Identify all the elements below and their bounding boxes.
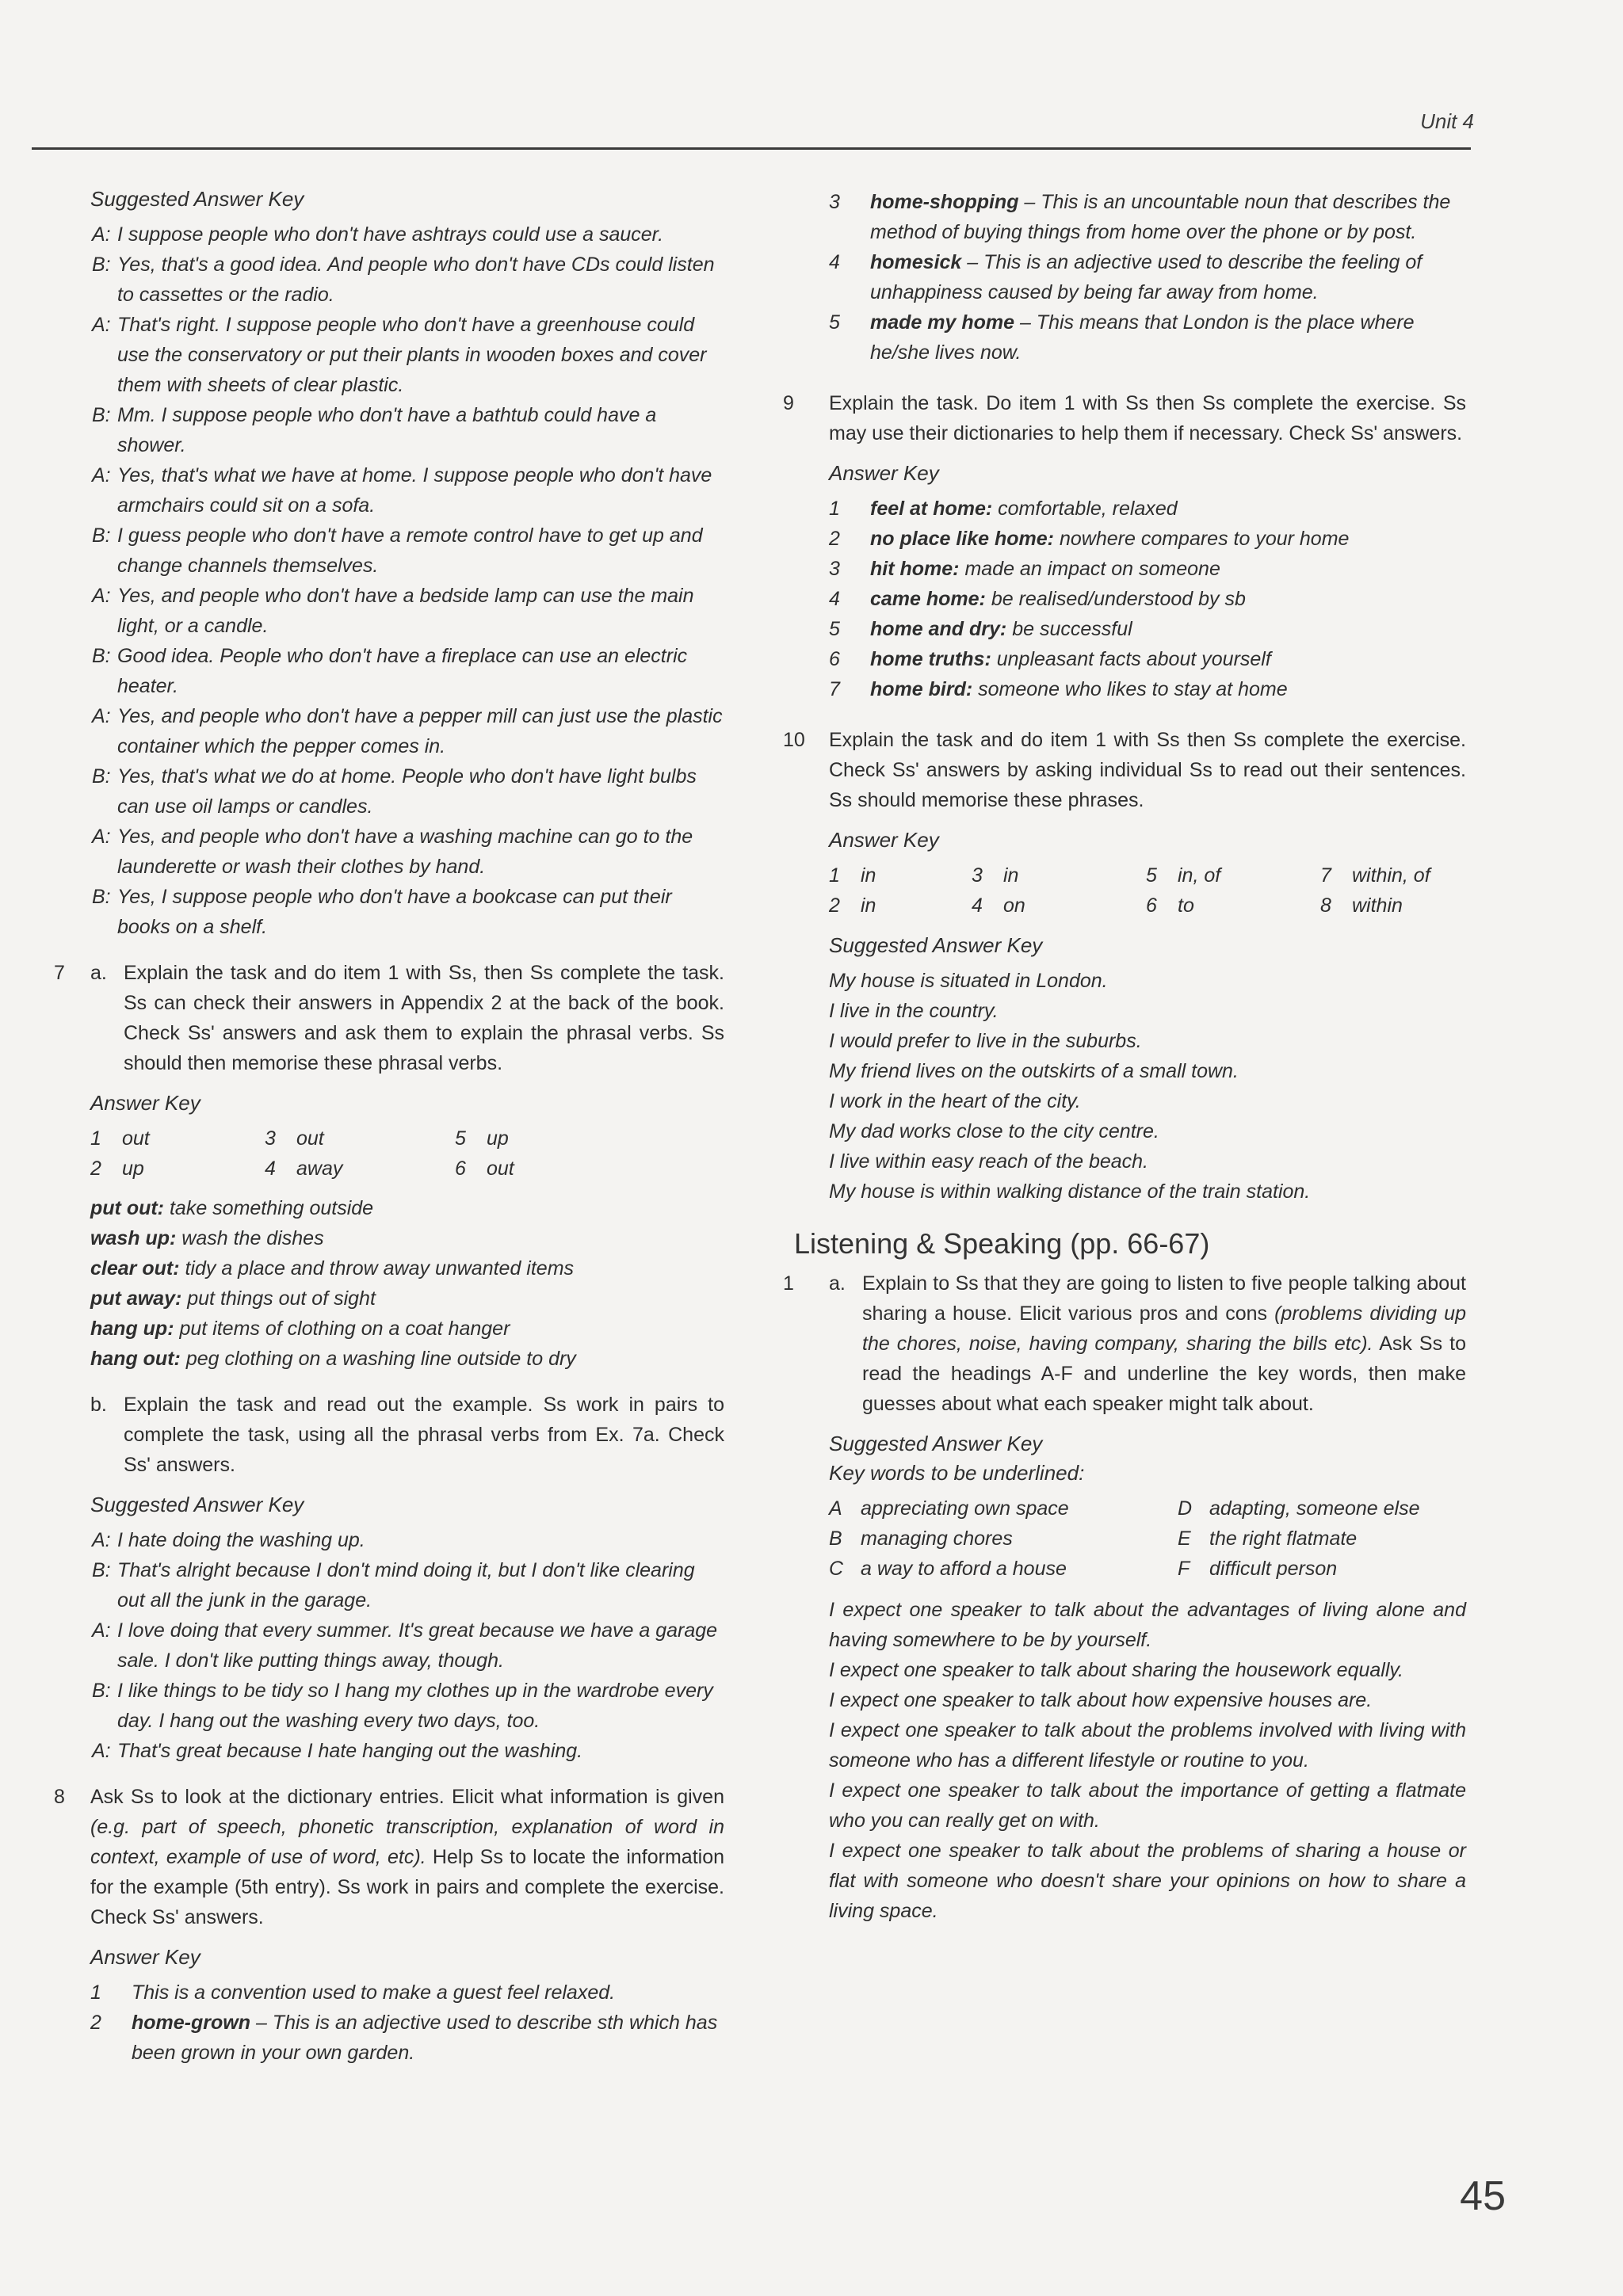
dialogue-text: Yes, and people who don't have a bedside lamp can use the main light, or a candle.: [117, 585, 694, 637]
left-column: [54, 187, 724, 2068]
answer-item: [829, 584, 1466, 614]
suggested-answer-key-title: Suggested Answer Key: [90, 187, 304, 211]
item-text: [870, 584, 1466, 614]
answer-key-list: [829, 494, 1466, 704]
dialogue-text: I love doing that every summer. It's great because we have a garage sale. I don't like putting things away, though.: [117, 1619, 718, 1672]
item-term: home-shopping: [870, 191, 1019, 213]
answer-value: up: [487, 1127, 509, 1150]
item-term: home bird:: [870, 678, 973, 700]
answer-number: 6: [1146, 894, 1157, 917]
dialogue-text: I hate doing the washing up.: [117, 1529, 365, 1551]
answer-number: 5: [1146, 864, 1157, 887]
exercise-7b: [54, 1390, 724, 1480]
dialogue-line: [54, 521, 724, 581]
header-rule: [32, 147, 1471, 150]
item-definition: – This is an adjective used to describe the feeling of unhappiness caused by being far away from home.: [870, 251, 1423, 303]
item-text: [870, 494, 1466, 524]
dialogue-line: [54, 882, 724, 942]
exercise-number: 9: [783, 392, 794, 414]
keyword-letter: B: [829, 1527, 842, 1550]
answer-number: 5: [455, 1127, 466, 1150]
answer-value: in: [861, 864, 876, 887]
answer-value: within, of: [1352, 864, 1430, 887]
definition-item: [90, 1193, 724, 1223]
item-number: 2: [829, 528, 840, 550]
item-number: 5: [829, 311, 840, 334]
answer-item: [829, 307, 1466, 368]
answer-value: up: [122, 1158, 144, 1180]
item-text: [870, 554, 1466, 584]
item-number: 1: [90, 1981, 101, 2004]
dialogue-text: Yes, that's what we do at home. People who don't have light bulbs can use oil lamps or candles.: [117, 765, 697, 818]
exercise-instructions: Explain to Ss that they are going to listen to five people talking about sharing a house. Elicit various pros and cons (problems dividing up the chores, noise, having company, sharing the bills etc). Ask Ss to read the headings A-F and underline the key words, then make guesses about what each speaker might talk about.: [862, 1272, 1466, 1415]
answer-value: out: [296, 1127, 324, 1150]
speaker-expectations: [829, 1595, 1466, 1926]
speaker-label: B:: [92, 254, 111, 276]
item-term: came home:: [870, 588, 986, 610]
key-words-title: Key words to be underlined:: [829, 1461, 1085, 1485]
suggested-sentences: [829, 966, 1466, 1207]
exercise-number: 10: [783, 729, 805, 751]
dialogue-line: [54, 250, 724, 310]
speaker-label: A:: [92, 464, 111, 486]
dialogue-text: I suppose people who don't have ashtrays could use a saucer.: [117, 223, 664, 246]
dialogue-text: I guess people who don't have a remote control have to get up and change channels themselves.: [117, 524, 703, 577]
item-number: 1: [829, 498, 840, 520]
answer-value: away: [296, 1158, 343, 1180]
item-number: 2: [90, 2012, 101, 2034]
answer-number: 4: [265, 1158, 276, 1180]
dialogue-text: Yes, and people who don't have a washing machine can go to the launderette or wash their clothes by hand.: [117, 826, 693, 878]
answer-number: 7: [1320, 864, 1331, 887]
item-term: home-grown: [132, 2012, 250, 2034]
speaker-label: B:: [92, 886, 111, 908]
answer-value: on: [1003, 894, 1025, 917]
answer-key-title: Answer Key: [829, 828, 939, 852]
dialogue-answer-key: [54, 1525, 724, 1766]
answer-key-list-continued: [829, 187, 1466, 368]
definition-item: [90, 1253, 724, 1283]
exercise-instructions: Explain the task. Do item 1 with Ss then Ss complete the exercise. Ss may use their dictionaries to help them if necessary. Check Ss' answers.: [829, 392, 1466, 444]
answer-value: out: [122, 1127, 150, 1150]
definition-term: hang out:: [90, 1348, 181, 1370]
expectation-sentence: I expect one speaker to talk about the problems of sharing a house or flat with someone who doesn't share your opinions on how to share a living space.: [829, 1840, 1466, 1922]
answer-number: 6: [455, 1158, 466, 1180]
answer-number: 3: [972, 864, 983, 887]
answer-number: 1: [90, 1127, 101, 1150]
item-definition: comfortable, relaxed: [998, 498, 1178, 520]
expectation-sentence: I expect one speaker to talk about the advantages of living alone and having somewhere to be by yourself.: [829, 1599, 1466, 1651]
exercise-sub-label: a.: [829, 1272, 846, 1295]
answer-key-title: Answer Key: [90, 1091, 200, 1115]
speaker-label: B:: [92, 524, 111, 547]
sentence: I live in the country.: [829, 1000, 999, 1022]
keyword-text: appreciating own space: [861, 1497, 1069, 1520]
section-heading: Listening & Speaking (pp. 66-67): [794, 1227, 1210, 1260]
answer-item: [829, 494, 1466, 524]
exercise-8: [54, 1782, 724, 1932]
exercise-number: 1: [783, 1272, 794, 1295]
expectation-sentence: I expect one speaker to talk about sharing the housework equally.: [829, 1659, 1403, 1681]
exercise-number: 8: [54, 1786, 65, 1808]
speaker-label: B:: [92, 645, 111, 667]
item-definition: someone who likes to stay at home: [978, 678, 1288, 700]
dialogue-answer-key: [54, 219, 724, 942]
dialogue-text: Good idea. People who don't have a fireplace can use an electric heater.: [117, 645, 688, 697]
item-definition: – This is an adjective used to describe sth which has been grown in your own garden.: [132, 2012, 718, 2064]
definition-item: [90, 1223, 724, 1253]
speaker-label: A:: [92, 1619, 111, 1642]
item-definition: be successful: [1012, 618, 1132, 640]
speaker-label: A:: [92, 314, 111, 336]
item-number: 4: [829, 251, 840, 273]
exercise-7a: [54, 958, 724, 1078]
definition-item: [90, 1283, 724, 1314]
answer-item: [90, 2008, 724, 2068]
speaker-label: A:: [92, 1529, 111, 1551]
item-number: 7: [829, 678, 840, 700]
item-text: [870, 674, 1466, 704]
answer-item: [829, 614, 1466, 644]
answer-item: [829, 644, 1466, 674]
exercise-instructions: Explain the task and do item 1 with Ss, then Ss complete the task. Ss can check their answers in Appendix 2 at the back of the book. Check Ss' answers and ask them to explain the phrasal verbs. Ss should then memorise these phrasal verbs.: [124, 962, 724, 1074]
answer-number: 1: [829, 864, 840, 887]
item-term: hit home:: [870, 558, 960, 580]
keyword-letter: F: [1178, 1558, 1190, 1580]
exercise-10: [783, 725, 1466, 815]
item-text: [870, 187, 1466, 247]
dialogue-text: Yes, I suppose people who don't have a bookcase can put their books on a shelf.: [117, 886, 672, 938]
dialogue-text: That's right. I suppose people who don't have a greenhouse could use the conservatory or put their plants in wooden boxes and cover them with sheets of clear plastic.: [117, 314, 707, 396]
definition-term: put out:: [90, 1197, 165, 1219]
speaker-label: B:: [92, 765, 111, 788]
exercise-1a: [783, 1268, 1466, 1419]
item-definition: nowhere compares to your home: [1059, 528, 1350, 550]
item-number: 3: [829, 191, 840, 213]
answer-value: in: [861, 894, 876, 917]
speaker-label: B:: [92, 1559, 111, 1581]
keyword-text: the right flatmate: [1209, 1527, 1358, 1550]
item-text: [870, 524, 1466, 554]
answer-value: out: [487, 1158, 514, 1180]
item-term: feel at home:: [870, 498, 993, 520]
dialogue-line: [54, 1525, 724, 1555]
keyword-letter: C: [829, 1558, 844, 1580]
expectation-sentence: I expect one speaker to talk about how expensive houses are.: [829, 1689, 1373, 1711]
item-term: homesick: [870, 251, 962, 273]
keyword-letter: D: [1178, 1497, 1193, 1520]
definition-term: hang up:: [90, 1318, 174, 1340]
answer-key-grid: [90, 1123, 582, 1184]
dialogue-text: That's great because I hate hanging out the washing.: [117, 1740, 583, 1762]
answer-item: [829, 674, 1466, 704]
sentence: My friend lives on the outskirts of a small town.: [829, 1060, 1239, 1082]
answer-item: [90, 1978, 724, 2008]
item-definition: – This is an uncountable noun that describes the method of buying things from home over the phone or by post.: [870, 191, 1451, 243]
item-text: [870, 247, 1466, 307]
definition-text: take something outside: [169, 1197, 374, 1219]
answer-number: 2: [829, 894, 840, 917]
item-definition: – This means that London is the place where he/she lives now.: [870, 311, 1415, 364]
exercise-instructions: Explain the task and read out the example. Ss work in pairs to complete the task, using all the phrasal verbs from Ex. 7a. Check Ss' answers.: [124, 1394, 724, 1476]
dialogue-line: [54, 460, 724, 521]
item-text: [132, 1978, 724, 2008]
definition-text: wash the dishes: [181, 1227, 324, 1249]
keyword-text: managing chores: [861, 1527, 1013, 1550]
exercise-9: [783, 388, 1466, 448]
definition-term: wash up:: [90, 1227, 177, 1249]
answer-value: in, of: [1178, 864, 1221, 887]
answer-item: [829, 554, 1466, 584]
dialogue-line: [54, 1615, 724, 1676]
answer-number: 4: [972, 894, 983, 917]
dialogue-text: I like things to be tidy so I hang my clothes up in the wardrobe every day. I hang out the washing every two days, too.: [117, 1680, 713, 1732]
sentence: My house is situated in London.: [829, 970, 1108, 992]
speaker-label: A:: [92, 223, 111, 246]
item-term: no place like home:: [870, 528, 1055, 550]
keyword-text: difficult person: [1209, 1558, 1338, 1580]
speaker-label: B:: [92, 404, 111, 426]
keyword-text: a way to afford a house: [861, 1558, 1067, 1580]
speaker-label: A:: [92, 585, 111, 607]
item-number: 5: [829, 618, 840, 640]
expectation-sentence: I expect one speaker to talk about the problems involved with living with someone who has a different lifestyle or routine to you.: [829, 1719, 1466, 1772]
item-term: home and dry:: [870, 618, 1007, 640]
keyword-letter: A: [829, 1497, 842, 1520]
answer-key-grid: [829, 860, 1495, 921]
definition-text: tidy a place and throw away unwanted items: [185, 1257, 575, 1280]
dialogue-text: That's alright because I don't mind doing it, but I don't like clearing out all the junk in the garage.: [117, 1559, 695, 1611]
definition-text: peg clothing on a washing line outside to dry: [185, 1348, 576, 1370]
item-definition: This is a convention used to make a guest feel relaxed.: [132, 1981, 616, 2004]
dialogue-line: [54, 701, 724, 761]
sentence: I would prefer to live in the suburbs.: [829, 1030, 1142, 1052]
suggested-answer-key-title: Suggested Answer Key: [829, 933, 1043, 957]
speaker-label: A:: [92, 1740, 111, 1762]
item-number: 3: [829, 558, 840, 580]
exercise-sub-label: a.: [90, 962, 107, 984]
dialogue-text: Yes, that's a good idea. And people who don't have CDs could listen to cassettes or the radio.: [117, 254, 715, 306]
speaker-label: A:: [92, 705, 111, 727]
dialogue-line: [54, 641, 724, 701]
exercise-instructions: Explain the task and do item 1 with Ss then Ss complete the exercise. Check Ss' answers by asking individual Ss to read out their sentences. Ss should memorise these phrases.: [829, 729, 1466, 811]
answer-key-title: Answer Key: [90, 1945, 200, 1969]
speaker-label: B:: [92, 1680, 111, 1702]
dialogue-line: [54, 822, 724, 882]
keyword-text: adapting, someone else: [1209, 1497, 1420, 1520]
answer-item: [829, 524, 1466, 554]
answer-number: 2: [90, 1158, 101, 1180]
item-term: home truths:: [870, 648, 991, 670]
sentence: My dad works close to the city centre.: [829, 1120, 1159, 1142]
dialogue-line: [54, 1736, 724, 1766]
key-words-grid: [829, 1493, 1466, 1584]
dialogue-line: [54, 1676, 724, 1736]
answer-value: to: [1178, 894, 1194, 917]
definition-text: put things out of sight: [187, 1287, 376, 1310]
page-number: 45: [1460, 2173, 1506, 2219]
exercise-number: 7: [54, 962, 65, 984]
answer-number: 8: [1320, 894, 1331, 917]
sentence: I work in the heart of the city.: [829, 1090, 1081, 1112]
dialogue-line: [54, 761, 724, 822]
item-definition: be realised/understood by sb: [991, 588, 1246, 610]
phrasal-verb-definitions: [90, 1193, 724, 1374]
answer-item: [829, 187, 1466, 247]
definition-text: put items of clothing on a coat hanger: [179, 1318, 510, 1340]
expectation-sentence: I expect one speaker to talk about the importance of getting a flatmate who you can really get on with.: [829, 1779, 1466, 1832]
keyword-letter: E: [1178, 1527, 1191, 1550]
sentence: I live within easy reach of the beach.: [829, 1150, 1149, 1173]
definition-item: [90, 1314, 724, 1344]
suggested-answer-key-title: Suggested Answer Key: [90, 1493, 304, 1516]
item-number: 6: [829, 648, 840, 670]
dialogue-text: Yes, that's what we have at home. I suppose people who don't have armchairs could sit on a sofa.: [117, 464, 712, 517]
definition-term: put away:: [90, 1287, 182, 1310]
suggested-answer-key-title: Suggested Answer Key: [829, 1432, 1043, 1455]
answer-number: 3: [265, 1127, 276, 1150]
answer-key-title: Answer Key: [829, 461, 939, 485]
exercise-sub-label: b.: [90, 1394, 107, 1416]
answer-value: within: [1352, 894, 1403, 917]
dialogue-line: [54, 581, 724, 641]
item-term: made my home: [870, 311, 1015, 334]
dialogue-line: [54, 400, 724, 460]
sentence: My house is within walking distance of the train station.: [829, 1180, 1311, 1203]
item-definition: unpleasant facts about yourself: [996, 648, 1271, 670]
unit-label: Unit 4: [1420, 109, 1474, 133]
right-column: [783, 187, 1466, 1926]
dialogue-text: Mm. I suppose people who don't have a bathtub could have a shower.: [117, 404, 657, 456]
dialogue-text: Yes, and people who don't have a pepper mill can just use the plastic container which the pepper comes in.: [117, 705, 723, 757]
item-text: [870, 307, 1466, 368]
definition-term: clear out:: [90, 1257, 180, 1280]
item-text: [132, 2008, 724, 2068]
dialogue-line: [54, 310, 724, 400]
answer-key-list: [90, 1978, 724, 2068]
item-definition: made an impact on someone: [964, 558, 1220, 580]
answer-value: in: [1003, 864, 1019, 887]
answer-item: [829, 247, 1466, 307]
dialogue-line: [54, 219, 724, 250]
dialogue-line: [54, 1555, 724, 1615]
speaker-label: A:: [92, 826, 111, 848]
item-number: 4: [829, 588, 840, 610]
exercise-instructions: Ask Ss to look at the dictionary entries. Elicit what information is given (e.g. part of speech, phonetic transcription, explanation of word in context, example of use of word, etc). Help Ss to locate the information for the example (5th entry). Ss work in pairs and complete the exercise. Check Ss' answers.: [90, 1786, 725, 1928]
item-text: [870, 644, 1466, 674]
item-text: [870, 614, 1466, 644]
definition-item: [90, 1344, 724, 1374]
